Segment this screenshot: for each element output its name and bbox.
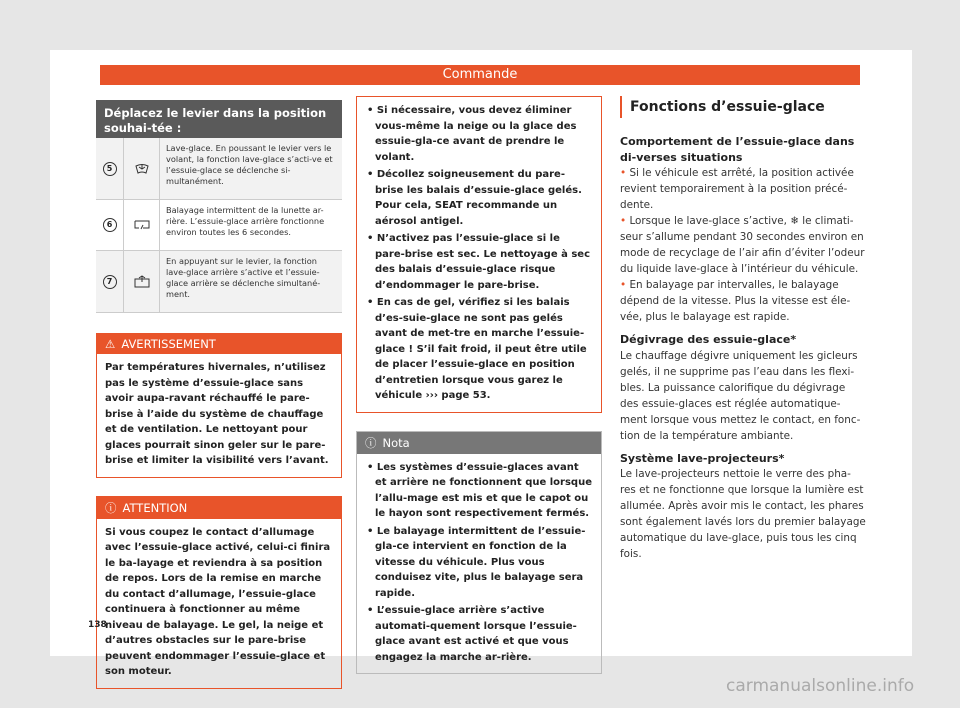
row-number: 7 — [103, 275, 117, 289]
rear-wiper-interval-icon — [134, 219, 150, 231]
warning-title: AVERTISSEMENT — [121, 337, 216, 351]
table-row — [96, 251, 342, 313]
warning-continued-box — [356, 96, 602, 413]
section-title: Fonctions d’essuie-glace — [620, 96, 866, 118]
subsection-title: Système lave-projecteurs* — [620, 451, 785, 465]
attention-text: Si vous coupez le contact d’allumage avec l’essuie-glace activé, celui-ci finira le ba-layage et reviendra à sa position de repos. Lors de la remise en marche du contact d’allumage, l’essuie-glace continuera à fonctionner au même niveau de balayage. Le gel, la neige et d’autres obstacles sur le pare-brise peuvent endommager l’essuie-glace et son moteur. — [105, 526, 331, 677]
section-header: Commande — [100, 65, 860, 85]
list-item: • N’activez pas l’essuie-glace si le pare-brise est sec. Le nettoyage à sec des balais d’essuie-glace risque d’endommager le pare-brise. — [365, 231, 593, 293]
row-description: Lave-glace. En poussant le levier vers le volant, la fonction lave-glace s’acti-ve et l’essuie-glace se déclenche si-multanément. — [166, 143, 333, 186]
control-table — [96, 138, 342, 313]
info-circle-icon: ⓘ — [105, 500, 117, 515]
list-item: • Lorsque le lave-glace s’active, ❄ le climati-seur s’allume pendant 30 secondes environ en mode de recyclage de l’air afin d’éviter l’odeur du liquide lave-glace à l’intérieur du véhicule. — [620, 215, 865, 275]
table-heading: Déplacez le levier dans la position souhai-tée : — [96, 100, 342, 138]
list-item: • L’essuie-glace arrière s’active automati-quement lorsque l’essuie-glace avant est activé et que vous engagez la marche ar-rière. — [365, 603, 593, 665]
column-left — [96, 100, 342, 689]
row-number: 6 — [103, 218, 117, 232]
table-row — [96, 200, 342, 251]
list-item: • Décollez soigneusement du pare-brise les balais d’essuie-glace gelés. Pour cela, SEAT recommande un aérosol antigel. — [365, 167, 593, 229]
subsection-title: Dégivrage des essuie-glace* — [620, 333, 797, 346]
list-item: • Les systèmes d’essuie-glaces avant et arrière ne fonctionnent que lorsque l’allu-mage est mis et que le capot ou le hayon sont respectivement fermés. — [365, 460, 593, 522]
list-item: • Le balayage intermittent de l’essuie-gla-ce intervient en fonction de la vitesse du véhicule. Plus vous conduisez vite, plus le balayage sera rapide. — [365, 524, 593, 602]
warning-triangle-icon: ⚠ — [105, 337, 116, 351]
column-middle — [356, 96, 602, 674]
attention-box — [96, 496, 342, 689]
list-item: • En balayage par intervalles, le balayage dépend de la vitesse. Plus la vitesse est éle-vée, plus le balayage est rapide. — [620, 279, 851, 323]
rear-washer-icon — [134, 275, 150, 289]
paragraph: Le chauffage dégivre uniquement les gicleurs gelés, il ne supprime pas l’eau dans les flexi-bles. La puissance calorifique du dégivrage des essuie-glaces est réglée automatique-ment lorsque vous mettez le contact, en fonc-tion de la température ambiante. — [620, 349, 861, 442]
note-title: Nota — [382, 435, 410, 450]
warning-text: Par températures hivernales, n’utilisez pas le système d’essuie-glace sans avoir aupa-ravant réchauffé le pare-brise à l’aide du système de chauffage et de ventilation. Le nettoyant pour glaces pourrait sinon geler sur le pare-brise et limiter la visibilité vers l’avant. — [105, 362, 329, 466]
row-description: En appuyant sur le levier, la fonction lave-glace arrière s’active et l’essuie-glace arrière se déclenche simultané-ment. — [166, 256, 321, 299]
row-description: Balayage intermittent de la lunette ar-rière. L’essuie-glace arrière fonctionne environ toutes les 6 secondes. — [166, 205, 325, 237]
table-row — [96, 138, 342, 200]
attention-title: ATTENTION — [122, 500, 188, 515]
page-number: 138 — [88, 620, 107, 630]
note-box — [356, 431, 602, 675]
watermark: carmanualsonline.info — [726, 676, 915, 696]
subsection-title: Comportement de l’essuie-glace dans di-verses situations — [620, 135, 855, 164]
row-number: 5 — [103, 162, 117, 176]
info-icon: ⓘ — [365, 435, 377, 450]
warning-box — [96, 333, 342, 478]
list-item: • Si nécessaire, vous devez éliminer vous-même la neige ou la glace des essuie-gla-ce avant de prendre le volant. — [365, 103, 593, 165]
list-item: • En cas de gel, vérifiez si les balais d’es-suie-glace ne sont pas gelés avant de met-tre en marche l’essuie-glace ! S’il fait froid, il peut être utile de placer l’essuie-glace en position d’entretien lorsque vous garez le véhicule ››› page 53. — [365, 295, 593, 404]
column-right — [620, 96, 866, 562]
paragraph: Le lave-projecteurs nettoie le verre des pha-res et ne fonctionne que lorsque la lumière est allumée. Après avoir mis le contact, les phares sont également lavés lors du premier balayage automatique du lave-glace, puis tous les cinq fois. — [620, 468, 866, 560]
list-item: • Si le véhicule est arrêté, la position activée revient temporairement à la position précé-dente. — [620, 167, 854, 211]
windshield-washer-icon — [134, 162, 150, 176]
